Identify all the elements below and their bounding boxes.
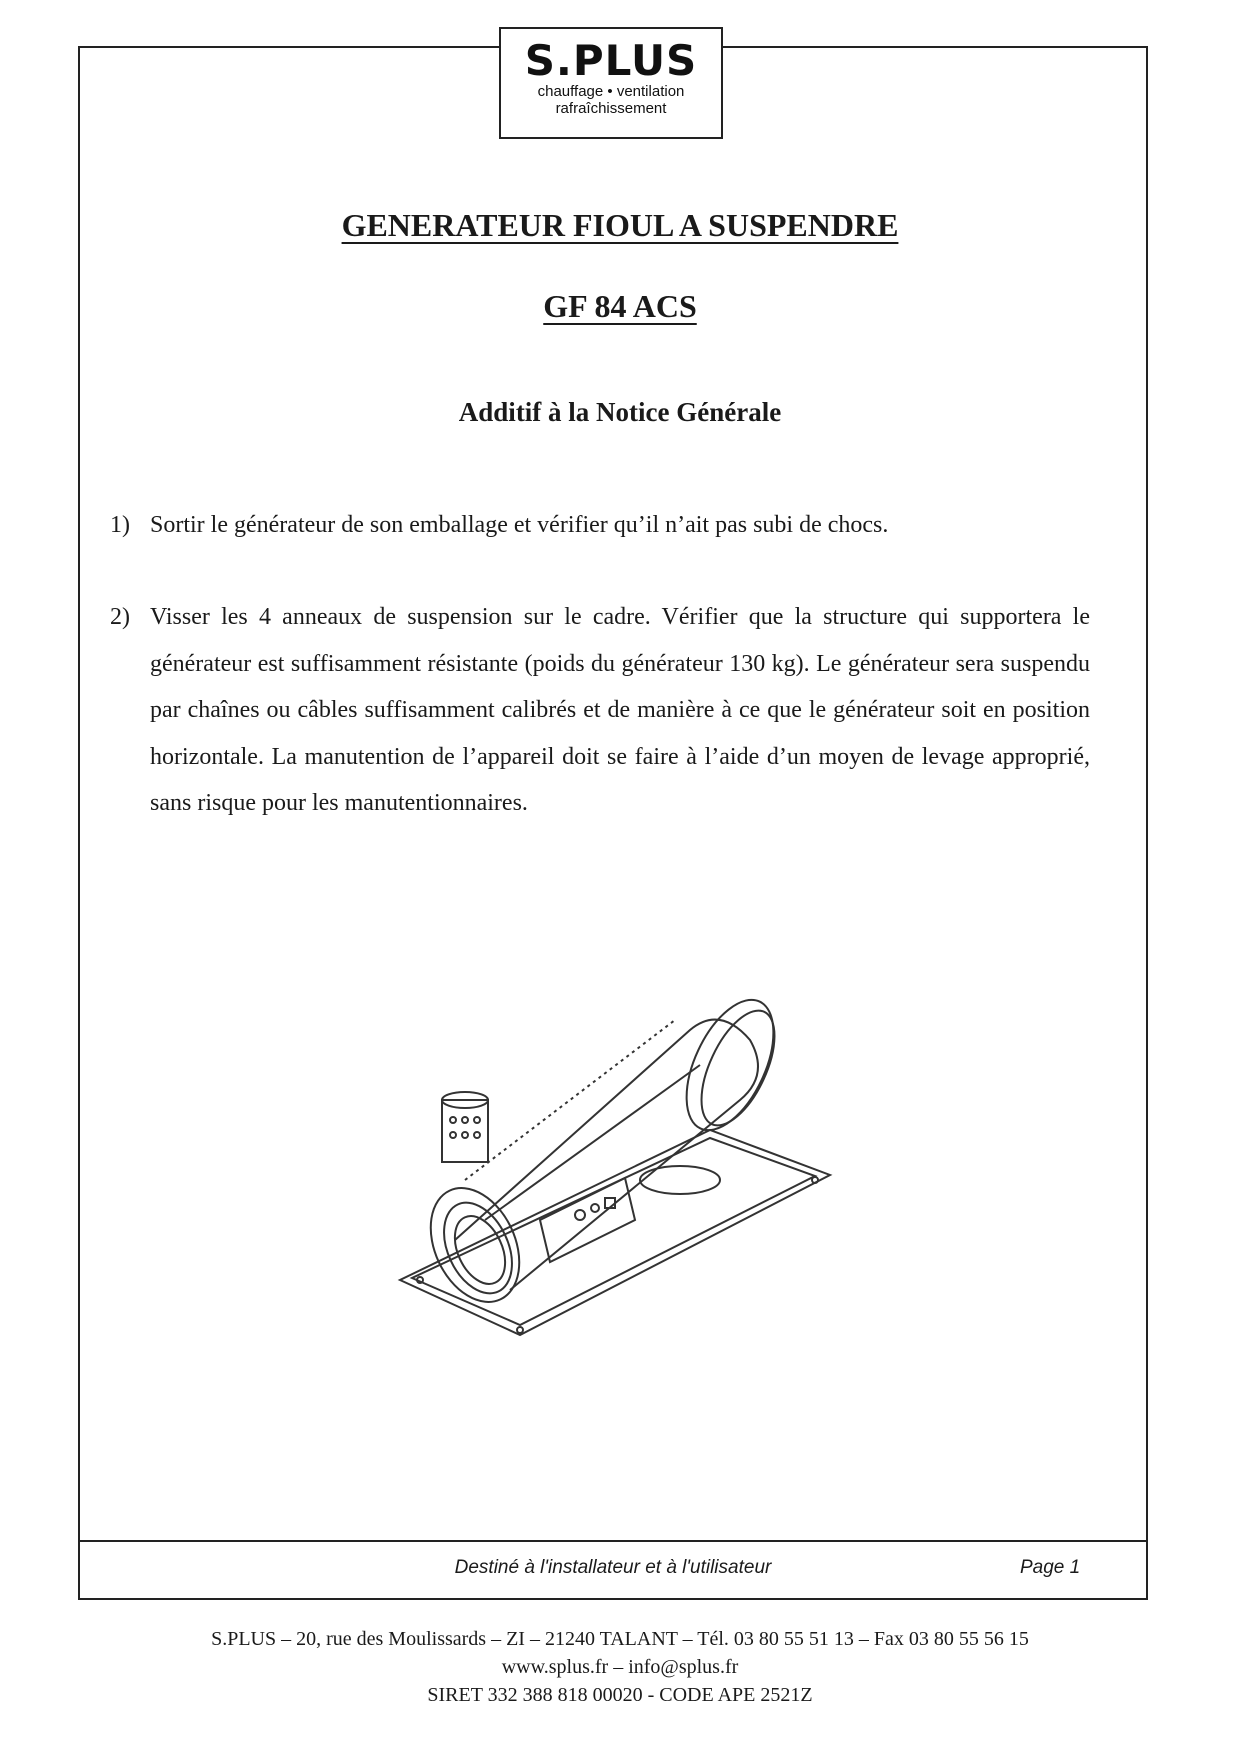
document-title: GENERATEUR FIOUL A SUSPENDRE bbox=[341, 207, 899, 243]
logo-tagline-1: chauffage • ventilation bbox=[537, 83, 685, 100]
model-name: GF 84 ACS bbox=[543, 288, 697, 324]
company-siret: SIRET 332 388 818 00020 - CODE APE 2521Z bbox=[427, 1684, 813, 1706]
instruction-item-1 bbox=[110, 502, 1090, 549]
footer-divider bbox=[78, 1540, 1148, 1542]
logo-brand: S.PLUS bbox=[524, 36, 698, 85]
logo-tagline-2: rafraîchissement bbox=[555, 100, 667, 117]
heater-illustration bbox=[390, 980, 850, 1340]
instruction-number: 1) bbox=[110, 512, 130, 538]
company-web: www.splus.fr – info@splus.fr bbox=[501, 1656, 739, 1678]
footer-label: Destiné à l'installateur et à l'utilisateur bbox=[454, 1557, 772, 1578]
instruction-number: 2) bbox=[110, 604, 130, 630]
company-address: S.PLUS – 20, rue des Moulissards – ZI – 21240 TALANT – Tél. 03 80 55 51 13 – Fax 03 80 55 56 15 bbox=[211, 1628, 1029, 1650]
instruction-item-2 bbox=[110, 594, 1090, 827]
document-subtitle: Additif à la Notice Générale bbox=[458, 397, 782, 427]
page-number: Page 1 bbox=[1020, 1557, 1081, 1578]
company-logo bbox=[499, 27, 723, 139]
instruction-text: Visser les 4 anneaux de suspension sur le cadre. Vérifier que la structure qui supportera le générateur est suffisamment résistante (poids du générateur 130 kg). Le générateur sera suspendu par chaînes ou câbles suffisamment calibrés et de manière à ce que le générateur soit en position horizontale. La manutention de l’appareil doit se faire à l’aide d’un moyen de levage approprié, sans risque pour les manutentionnaires. bbox=[150, 604, 1090, 816]
instruction-text: Sortir le générateur de son emballage et vérifier qu’il n’ait pas subi de chocs. bbox=[150, 512, 889, 538]
